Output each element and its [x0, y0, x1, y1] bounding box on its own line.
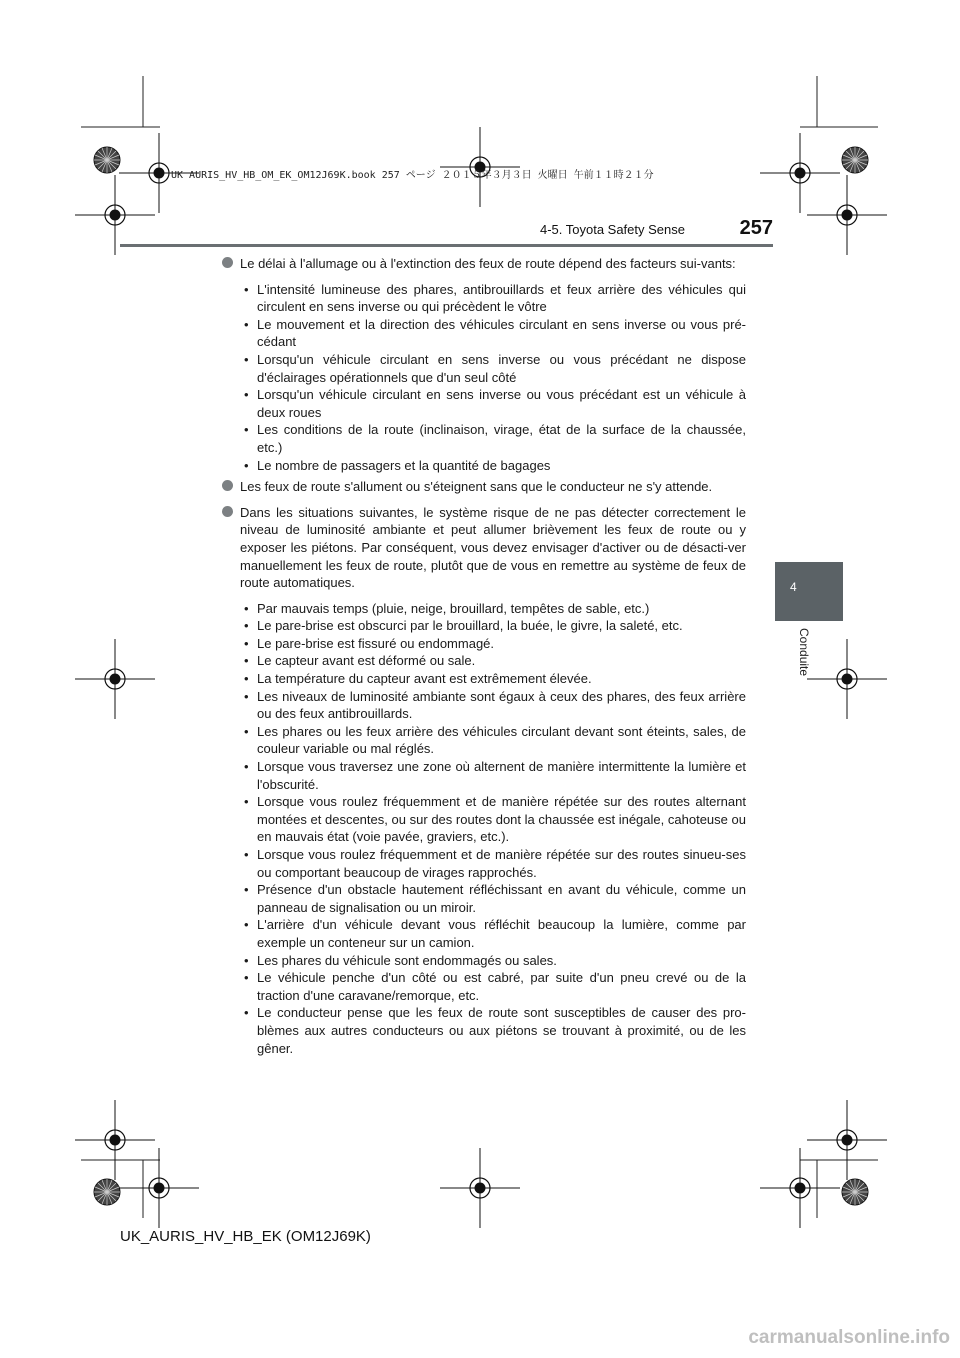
list-item: • Lorsque vous roulez fréquemment et de manière répétée sur des routes alternant montées et descentes, ou sur des routes dont la chaussée est inégale, cahoteuse ou en mauvais état (voie pavée, graviers, etc.).	[222, 793, 746, 846]
header-rule	[120, 244, 773, 247]
list-item: • Le nombre de passagers et la quantité de bagages	[222, 457, 746, 475]
watermark: carmanualsonline.info	[748, 1327, 950, 1348]
list-item: • La température du capteur avant est extrêmement élevée.	[222, 670, 746, 688]
list-item: • Le véhicule penche d'un côté ou est cabré, par suite d'un pneu crevé ou de la traction d'une caravane/remorque, etc.	[222, 969, 746, 1004]
list-item: • Les phares ou les feux arrière des véhicules circulant devant sont éteints, sales, de couleur variable ou mal réglés.	[222, 723, 746, 758]
bullet-dot-icon	[222, 506, 233, 517]
chapter-number: 4	[790, 580, 797, 594]
corner-wheel-icon	[842, 147, 868, 173]
list-item: • Lorsque vous traversez une zone où alternent de manière intermittente la lumière et l'obscurité.	[222, 758, 746, 793]
list-item: • Les conditions de la route (inclinaison, virage, état de la surface de la chaussée, etc.)	[222, 421, 746, 456]
list-item: • Présence d'un obstacle hautement réfléchissant en avant du véhicule, comme un panneau de signalisation ou un miroir.	[222, 881, 746, 916]
list-item: • Lorsqu'un véhicule circulant en sens inverse ou vous précédant ne dispose d'éclairages opérationnels que d'un seul côté	[222, 351, 746, 386]
page-number: 257	[739, 217, 773, 239]
bullet-dot-icon	[222, 480, 233, 491]
paragraph-text: Dans les situations suivantes, le système risque de ne pas détecter correctement le niveau de luminosité ambiante et peut allumer brièvement les feux de route ou y exposer les piétons. Par conséquent, vous devez envisager d'activer ou de désacti-ver manuellement les feux de route, plutôt que de vous en remettre au système de feux de route automatiques.	[240, 504, 746, 591]
list-item: • L'arrière d'un véhicule devant vous réfléchit beaucoup la lumière, comme par exemple un conteneur sur un camion.	[222, 916, 746, 951]
section-title: 4-5. Toyota Safety Sense	[539, 222, 685, 237]
list-item: • Lorsqu'un véhicule circulant en sens inverse ou vous précédant est un véhicule à deux roues	[222, 386, 746, 421]
list-item: • L'intensité lumineuse des phares, antibrouillards et feux arrière des véhicules qui circulent en sens inverse ou qui précèdent le vôtre	[222, 281, 746, 316]
sub-list	[222, 600, 746, 1057]
chapter-tab	[775, 562, 843, 621]
list-item: • Le capteur avant est déformé ou sale.	[222, 652, 746, 670]
list-item: • Les phares du véhicule sont endommagés ou sales.	[222, 952, 746, 970]
bullet-paragraph	[222, 478, 746, 496]
paragraph-text: Le délai à l'allumage ou à l'extinction des feux de route dépend des facteurs sui-vants:	[240, 256, 736, 271]
chapter-label: Conduite	[797, 628, 811, 677]
bullet-paragraph	[222, 255, 746, 273]
list-item: • Le pare-brise est obscurci par le brouillard, la buée, le givre, la saleté, etc.	[222, 617, 746, 635]
list-item: • Les niveaux de luminosité ambiante sont égaux à ceux des phares, des feux arrière ou des feux antibrouillards.	[222, 688, 746, 723]
main-content	[222, 255, 746, 1061]
corner-wheel-icon	[94, 147, 120, 173]
chapter-label-container	[797, 628, 813, 688]
list-item: • Le conducteur pense que les feux de route sont susceptibles de causer des pro-blèmes aux autres conducteurs ou aux piétons se trouvant à proximité, ou de les gêner.	[222, 1004, 746, 1057]
page-header	[120, 217, 773, 248]
list-item: • Le pare-brise est fissuré ou endommagé.	[222, 635, 746, 653]
corner-wheel-icon	[94, 1179, 120, 1205]
corner-wheel-icon	[842, 1179, 868, 1205]
bullet-dot-icon	[222, 257, 233, 268]
sub-list	[222, 281, 746, 475]
list-item: • Par mauvais temps (pluie, neige, brouillard, tempêtes de sable, etc.)	[222, 600, 746, 618]
paragraph-text: Les feux de route s'allument ou s'éteignent sans que le conducteur ne s'y attende.	[240, 479, 713, 495]
bullet-paragraph	[222, 504, 746, 592]
list-item: • Le mouvement et la direction des véhicules circulant en sens inverse ou vous pré-cédant	[222, 316, 746, 351]
print-info-line: UK AURIS_HV_HB_OM_EK_OM12J69K.book 257 ページ ２０１５年３月３日 火曜日 午前１１時２１分	[171, 170, 654, 181]
footer-model-code: UK_AURIS_HV_HB_EK (OM12J69K)	[120, 1228, 371, 1245]
list-item: • Lorsque vous roulez fréquemment et de manière répétée sur des routes sinueu-ses ou comportant beaucoup de virages rapprochés.	[222, 846, 746, 881]
